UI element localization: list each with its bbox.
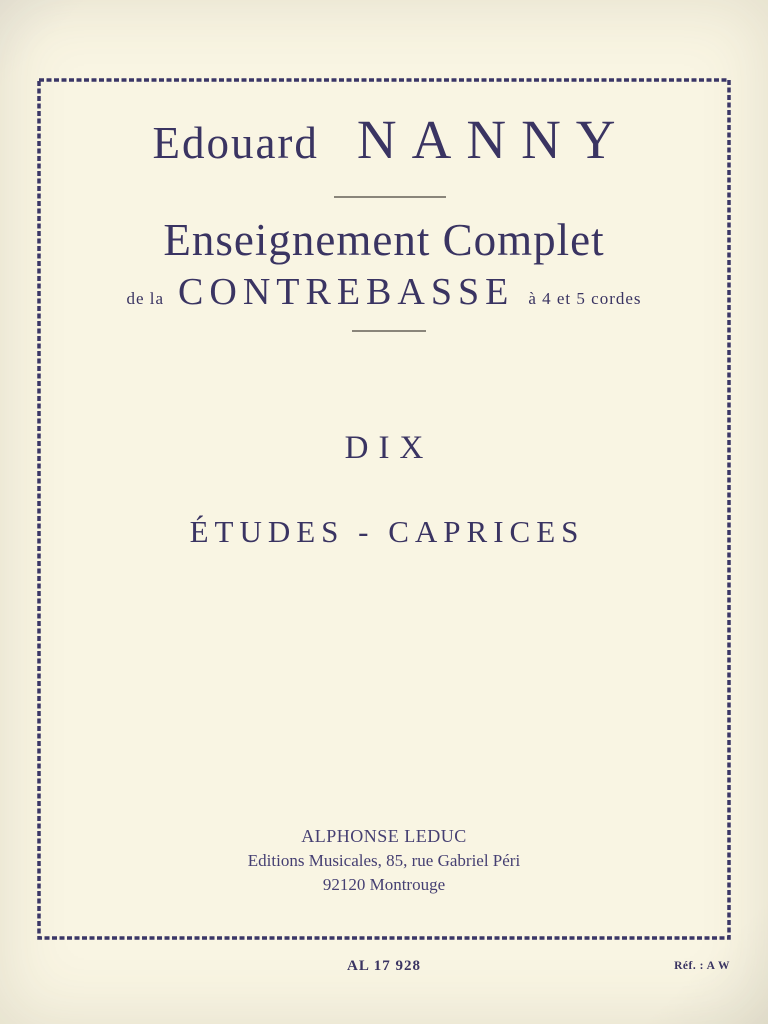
author-first-name: Edouard (152, 118, 319, 168)
reference-code: Réf. : A W (674, 960, 730, 972)
author-last-name: NANNY (356, 109, 631, 170)
work-count: DIX (344, 430, 434, 466)
instrument-name: CONTREBASSE (178, 271, 515, 313)
author-line (0, 108, 768, 171)
subtitle-prefix: de la (126, 289, 165, 308)
series-title: Enseignement Complet (163, 215, 605, 265)
publisher-block (0, 826, 768, 895)
publisher-address: Editions Musicales, 85, rue Gabriel Péri (247, 851, 521, 870)
publisher-name: ALPHONSE LEDUC (301, 826, 467, 846)
subtitle-suffix: à 4 et 5 cordes (528, 289, 642, 308)
subtitle-line (0, 270, 768, 314)
border-frame (37, 78, 731, 940)
work-title: ÉTUDES - CAPRICES (189, 514, 585, 549)
divider-rule-bottom (352, 330, 426, 332)
divider-rule-top (334, 196, 446, 198)
plate-number: AL 17 928 (346, 958, 421, 974)
publisher-city: 92120 Montrouge (322, 875, 446, 894)
